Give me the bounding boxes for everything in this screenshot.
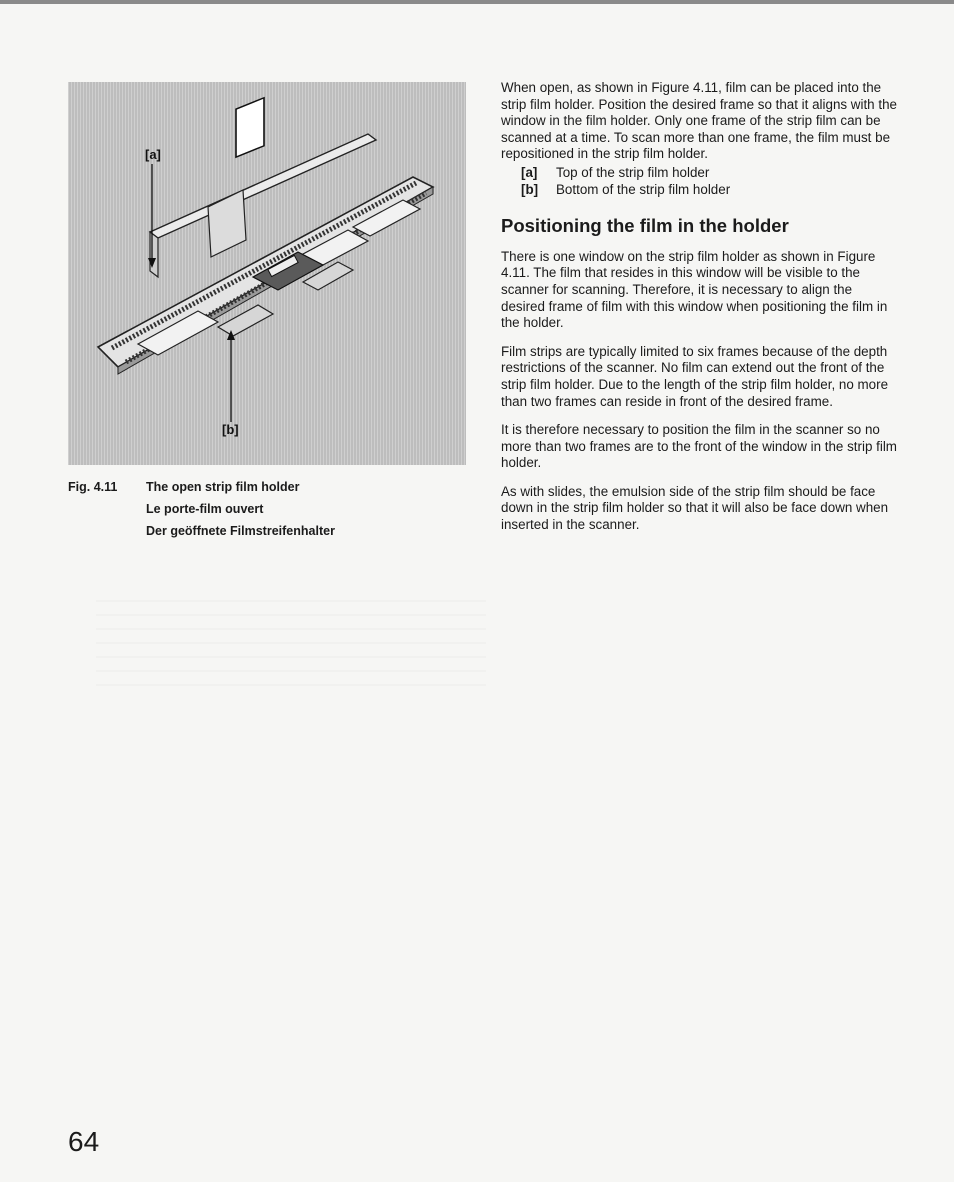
caption-title-de: Der geöffnete Filmstreifenhalter xyxy=(146,524,335,538)
list-tag-b: [b] xyxy=(521,181,539,197)
caption-title-fr: Le porte-film ouvert xyxy=(146,502,264,516)
list-tag-a: [a] xyxy=(521,164,538,180)
figure-caption xyxy=(68,476,468,542)
part-list xyxy=(501,165,899,198)
callout-b: [b] xyxy=(222,422,239,437)
strip-film-holder-illustration xyxy=(68,82,466,465)
list-item xyxy=(501,182,899,199)
paragraph-1: There is one window on the strip film holder as shown in Figure 4.11. The film that resides in this window will be visible to the scanner for scanning. Therefore, it is necessary to align the desired frame of film with this window when positioning the film in the holder. xyxy=(501,248,888,331)
page-number: 64 xyxy=(68,1126,100,1157)
list-text-b: Bottom of the strip film holder xyxy=(556,181,731,197)
top-rule xyxy=(0,0,954,4)
list-item xyxy=(501,165,899,182)
list-text-a: Top of the strip film holder xyxy=(556,164,710,180)
paragraph-4: As with slides, the emulsion side of the strip film should be face down in the strip film holder so that it will also be face down when inserted in the scanner. xyxy=(501,483,889,533)
callout-a: [a] xyxy=(145,147,161,162)
paragraph-2: Film strips are typically limited to six frames because of the depth restrictions of the scanner. No film can extend out the front of the strip film holder. Due to the length of the strip film holder, no more than two frames can reside in front of the desired frame. xyxy=(501,343,889,409)
intro-paragraph: When open, as shown in Figure 4.11, film can be placed into the strip film holder. Position the desired frame so that it aligns with the window in the film holder. Only one frame of the strip film can be scanned at a time. To scan more than one frame, the film must be repositioned in the strip film holder. xyxy=(501,80,897,162)
section-heading: Positioning the film in the holder xyxy=(501,215,789,237)
figure-number: Fig. 4.11 xyxy=(68,480,118,494)
body-text xyxy=(501,80,899,546)
bleed-through-shading xyxy=(96,600,486,690)
figure-strip-film-holder xyxy=(68,82,466,465)
paragraph-3: It is therefore necessary to position the film in the scanner so no more than two frames are to the front of the window in the strip film holder. xyxy=(501,422,897,471)
caption-title-en: The open strip film holder xyxy=(146,480,300,494)
